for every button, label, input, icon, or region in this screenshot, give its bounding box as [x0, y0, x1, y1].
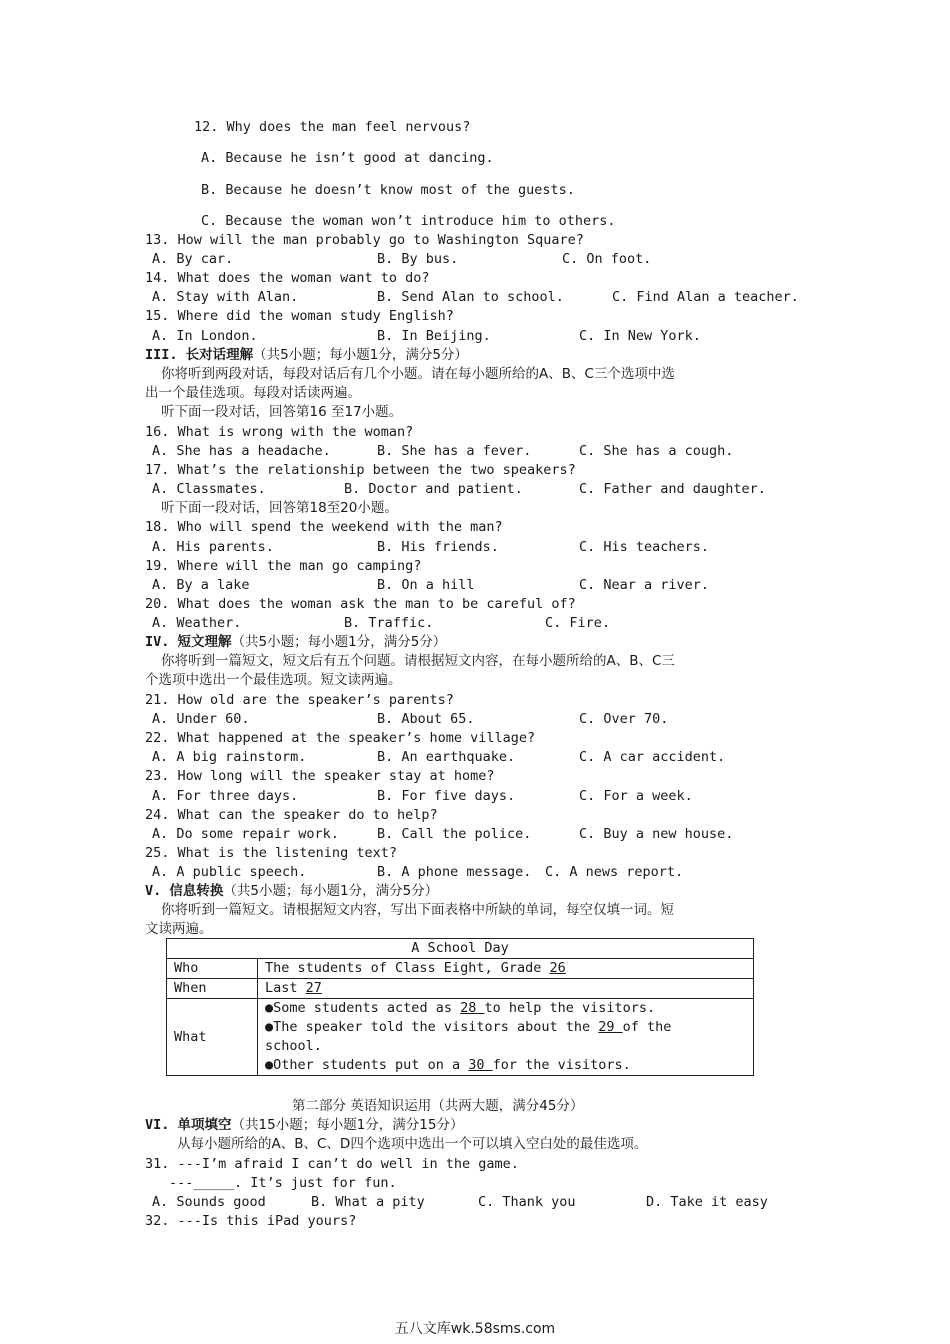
who-text: The students of Class Eight, Grade: [265, 960, 550, 976]
q23-option-a: A. For three days.: [152, 788, 299, 804]
q14-option-b: B. Send Alan to school.: [377, 289, 564, 305]
what-item-2-text-b: of the: [622, 1019, 672, 1035]
q31-option-c: C. Thank you: [478, 1194, 576, 1210]
section-6-heading: [145, 1116, 463, 1134]
q31-option-a: A. Sounds good: [152, 1194, 266, 1210]
section-4-heading: [145, 633, 446, 651]
q16-option-a: A. She has a headache.: [152, 443, 331, 459]
section-6-note: （共15小题；每小题1分，满分15分）: [231, 1117, 464, 1133]
q25-option-b: B. A phone message.: [377, 864, 532, 880]
q16-option-b: B. She has a fever.: [377, 443, 532, 459]
blank-30: 30: [468, 1057, 493, 1073]
blank-28: 28: [460, 1000, 485, 1016]
q15-question: 15. Where did the woman study English?: [145, 308, 454, 324]
q19-option-a: A. By a lake: [152, 577, 250, 593]
section-3-note: （共5小题；每小题1分，满分5分）: [253, 347, 468, 363]
q13-option-c: C. On foot.: [562, 251, 652, 267]
what-item-3: [265, 1056, 746, 1075]
q18-option-a: A. His parents.: [152, 539, 274, 555]
q18-question: 18. Who will spend the weekend with the man?: [145, 519, 503, 535]
q31-option-d: D. Take it easy: [646, 1194, 768, 1210]
table-row: [167, 959, 754, 979]
q23-option-b: B. For five days.: [377, 788, 516, 804]
q24-question: 24. What can the speaker do to help?: [145, 807, 438, 823]
q21-option-b: B. About 65.: [377, 711, 475, 727]
what-item-2-continued: school.: [265, 1038, 322, 1054]
what-item-2: [265, 1018, 746, 1037]
what-item-1-text-b: to help the visitors.: [484, 1000, 656, 1016]
q15-option-a: A. In London.: [152, 328, 258, 344]
q20-question: 20. What does the woman ask the man to be careful of?: [145, 596, 576, 612]
q21-option-c: C. Over 70.: [579, 711, 669, 727]
q20-option-a: A. Weather.: [152, 615, 242, 631]
section-4-instruction-2: 个选项中选出一个最佳选项。短文读两遍。: [145, 672, 402, 688]
what-item-2-text-a: The speaker told the visitors about the: [273, 1019, 599, 1035]
q19-option-b: B. On a hill: [377, 577, 475, 593]
q12-option-a: A. Because he isn’t good at dancing.: [201, 150, 494, 166]
q31-line-2: ---_____. It’s just for fun.: [169, 1175, 397, 1191]
section-6-num: VI.: [145, 1117, 178, 1133]
q19-option-c: C. Near a river.: [579, 577, 710, 593]
section-3-num: III.: [145, 347, 186, 363]
q12-option-c: C. Because the woman won’t introduce him to others.: [201, 213, 616, 229]
q18-option-c: C. His teachers.: [579, 539, 710, 555]
blank-29: 29: [598, 1019, 623, 1035]
who-label: Who: [167, 959, 258, 979]
table-row: [167, 999, 754, 1076]
q31-question: 31. ---I’m afraid I can’t do well in the game.: [145, 1156, 519, 1172]
bullet-icon: ●: [265, 1057, 274, 1073]
section-3-title: 长对话理解: [185, 347, 254, 363]
q17-question: 17. What’s the relationship between the two speakers?: [145, 462, 576, 478]
school-day-table: [166, 938, 754, 1076]
q12-option-b: B. Because he doesn’t know most of the guests.: [201, 182, 575, 198]
what-item-1-text-a: Some students acted as: [273, 1000, 461, 1016]
q31-option-b: B. What a pity: [311, 1194, 425, 1210]
part-2-heading: 第二部分 英语知识运用（共两大题，满分45分）: [292, 1098, 584, 1114]
q17-option-c: C. Father and daughter.: [579, 481, 766, 497]
section-4-title: 短文理解: [177, 634, 232, 650]
q23-question: 23. How long will the speaker stay at home?: [145, 768, 495, 784]
what-item-3-text-a: Other students put on a: [273, 1057, 469, 1073]
section-5-note: （共5小题；每小题1分，满分5分）: [223, 883, 439, 899]
q22-option-a: A. A big rainstorm.: [152, 749, 307, 765]
what-item-3-text-b: for the visitors.: [492, 1057, 631, 1073]
section-3-instruction-2: 出一个最佳选项。每段对话读两遍。: [145, 385, 361, 401]
q25-question: 25. What is the listening text?: [145, 845, 397, 861]
q17-option-b: B. Doctor and patient.: [344, 481, 523, 497]
blank-27: 27: [305, 980, 322, 996]
section-4-num: IV.: [145, 634, 178, 650]
q13-option-b: B. By bus.: [377, 251, 459, 267]
q17-option-a: A. Classmates.: [152, 481, 266, 497]
what-cell: [258, 999, 754, 1076]
section-3-instruction-1: 你将听到两段对话，每段对话后有几个小题。请在每小题所给的A、B、C三个选项中选: [161, 366, 675, 382]
q20-option-b: B. Traffic.: [344, 615, 434, 631]
q15-option-c: C. In New York.: [579, 328, 701, 344]
section-5-heading: [145, 882, 438, 900]
q21-option-a: A. Under 60.: [152, 711, 250, 727]
blank-26: 26: [549, 960, 566, 976]
q16-option-c: C. She has a cough.: [579, 443, 734, 459]
section-3-heading: [145, 346, 468, 364]
q25-option-c: C. A news report.: [545, 864, 684, 880]
q14-question: 14. What does the woman want to do?: [145, 270, 430, 286]
section-5-title: 信息转换: [169, 883, 224, 899]
section-6-title: 单项填空: [177, 1117, 232, 1133]
q18-option-b: B. His friends.: [377, 539, 499, 555]
q16-question: 16. What is wrong with the woman?: [145, 424, 414, 440]
section-5-num: V.: [145, 883, 170, 899]
q22-option-c: C. A car accident.: [579, 749, 726, 765]
q24-option-a: A. Do some repair work.: [152, 826, 339, 842]
when-cell: [258, 979, 754, 999]
q25-option-a: A. A public speech.: [152, 864, 307, 880]
bullet-icon: ●: [265, 1019, 274, 1035]
q14-option-c: C. Find Alan a teacher.: [612, 289, 799, 305]
when-text: Last: [265, 980, 306, 996]
section-3-subinstruction-2: 听下面一段对话，回答第18至20小题。: [161, 500, 398, 516]
section-3-subinstruction-1: 听下面一段对话，回答第16 至17小题。: [161, 404, 403, 420]
who-cell: [258, 959, 754, 979]
q23-option-c: C. For a week.: [579, 788, 693, 804]
section-4-instruction-1: 你将听到一篇短文，短文后有五个问题。请根据短文内容，在每小题所给的A、B、C三: [161, 653, 675, 669]
q12-question: 12. Why does the man feel nervous?: [194, 119, 471, 135]
section-6-instruction: 从每小题所给的A、B、C、D四个选项中选出一个可以填入空白处的最佳选项。: [177, 1136, 648, 1152]
q19-question: 19. Where will the man go camping?: [145, 558, 422, 574]
q24-option-c: C. Buy a new house.: [579, 826, 734, 842]
q22-question: 22. What happened at the speaker’s home village?: [145, 730, 536, 746]
q14-option-a: A. Stay with Alan.: [152, 289, 299, 305]
table-title: A School Day: [167, 939, 754, 959]
section-4-note: （共5小题；每小题1分，满分5分）: [231, 634, 447, 650]
q13-question: 13. How will the man probably go to Washington Square?: [145, 232, 584, 248]
q15-option-b: B. In Beijing.: [377, 328, 491, 344]
q20-option-c: C. Fire.: [545, 615, 611, 631]
section-5-instruction-2: 文读两遍。: [145, 921, 213, 937]
table-row: [167, 979, 754, 999]
q13-option-a: A. By car.: [152, 251, 234, 267]
bullet-icon: ●: [265, 1000, 274, 1016]
q32-question: 32. ---Is this iPad yours?: [145, 1213, 357, 1229]
q22-option-b: B. An earthquake.: [377, 749, 516, 765]
when-label: When: [167, 979, 258, 999]
q21-question: 21. How old are the speaker’s parents?: [145, 692, 454, 708]
section-5-instruction-1: 你将听到一篇短文。请根据短文内容，写出下面表格中所缺的单词，每空仅填一词。短: [161, 902, 674, 918]
table-row: [167, 939, 754, 959]
q24-option-b: B. Call the police.: [377, 826, 532, 842]
what-label: What: [167, 999, 258, 1076]
footer-watermark: 五八文库wk.58sms.com: [394, 1321, 556, 1337]
what-item-1: [265, 999, 746, 1018]
